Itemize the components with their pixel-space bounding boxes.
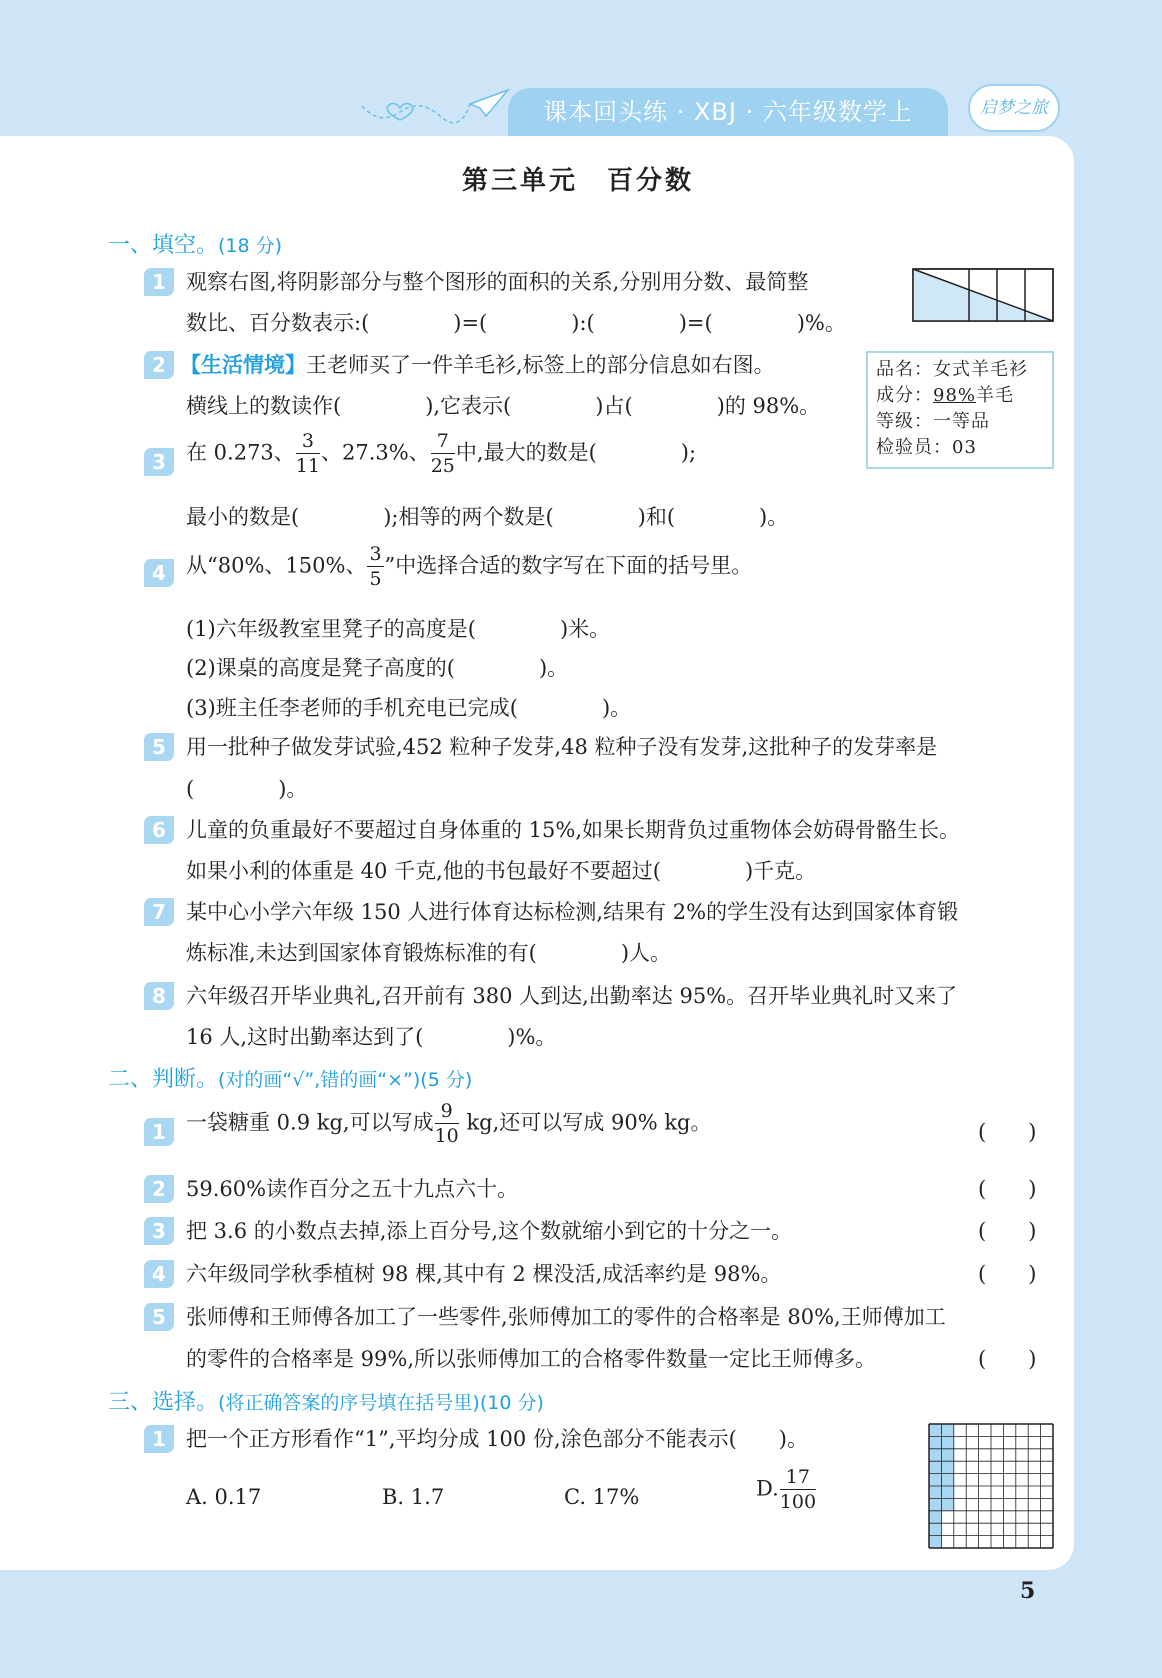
question-number-badge: 7 [144, 898, 174, 926]
sub-question: (1)六年级教室里凳子的高度是( )米。 [186, 617, 611, 641]
shaded-cell [941, 1436, 953, 1448]
section-true-false-heading: 二、判断。(对的画“√”,错的画“×”)(5 分) [108, 1067, 473, 1092]
shaded-rectangle-figure [912, 268, 1054, 322]
question-text: 最小的数是( );相等的两个数是( )和( )。 [186, 505, 789, 529]
section-multiple-choice-heading: 三、选择。(将正确答案的序号填在括号里)(10 分) [108, 1390, 544, 1415]
fraction: $\frac{7}{25}$ [430, 430, 455, 477]
hundred-square-grid-figure [928, 1423, 1054, 1549]
question-number-badge: 4 [144, 1260, 174, 1288]
answer-parentheses[interactable]: ( ) [978, 1347, 1037, 1371]
option-c[interactable]: C. 17% [564, 1485, 640, 1509]
question-text: 观察右图,将阴影部分与整个图形的面积的关系,分别用分数、最简整 [186, 270, 809, 294]
shaded-cell [929, 1461, 941, 1473]
question-text: 【生活情境】王老师买了一件羊毛衫,标签上的部分信息如右图。 [180, 353, 775, 377]
question-text: 把 3.6 的小数点去掉,添上百分号,这个数就缩小到它的十分之一。 [186, 1219, 793, 1243]
page-title: 第三单元 百分数 [462, 166, 695, 196]
question-number-badge: 5 [144, 1303, 174, 1331]
question-number-badge: 4 [144, 559, 174, 587]
question-text: 张师傅和王师傅各加工了一些零件,张师傅加工的零件的合格率是 80%,王师傅加工 [186, 1305, 946, 1329]
shaded-cell [929, 1474, 941, 1486]
sweater-label-card: 品名：女式羊毛衫 成分：98%羊毛 等级：一等品 检验员：03 [866, 351, 1054, 469]
question-text: 在 0.273、 $\frac{3}{11}$ 、27.3%、 $\frac{7}{25}$ 中,最大的数是( ); [186, 430, 697, 477]
answer-parentheses[interactable]: ( ) [978, 1219, 1037, 1243]
question-text: 16 人,这时出勤率达到了( )%。 [186, 1025, 557, 1049]
question-text: 炼标准,未达到国家体育锻炼标准的有( )人。 [186, 941, 672, 965]
question-number-badge: 6 [144, 816, 174, 844]
shaded-cell [941, 1424, 953, 1436]
question-text: 用一批种子做发芽试验,452 粒种子发芽,48 粒种子没有发芽,这批种子的发芽率是 [186, 735, 938, 759]
brand-logo: 启梦之旅 [968, 84, 1060, 132]
sub-question: (3)班主任李老师的手机充电已完成( )。 [186, 696, 632, 720]
option-d[interactable]: D. $\frac{17}{100}$ [756, 1466, 817, 1513]
question-number-badge: 8 [144, 982, 174, 1010]
shaded-cell [929, 1511, 941, 1523]
shaded-cell [929, 1523, 941, 1535]
answer-parentheses[interactable]: ( ) [978, 1120, 1037, 1144]
question-text: 数比、百分数表示:( )=( ):( )=( )%。 [186, 311, 846, 335]
option-a[interactable]: A. 0.17 [186, 1485, 262, 1509]
question-number-badge: 3 [144, 448, 174, 476]
answer-parentheses[interactable]: ( ) [978, 1177, 1037, 1201]
sub-question: (2)课桌的高度是凳子高度的( )。 [186, 656, 569, 680]
fraction: $\frac{3}{11}$ [295, 430, 320, 477]
question-number-badge: 1 [144, 268, 174, 296]
shaded-cell [929, 1424, 941, 1436]
shaded-cell [941, 1449, 953, 1461]
question-number-badge: 5 [144, 733, 174, 761]
shaded-cell [929, 1436, 941, 1448]
question-text: ( )。 [186, 777, 308, 801]
shaded-cell [941, 1474, 953, 1486]
fraction: $\frac{3}{5}$ [369, 543, 382, 590]
shaded-cell [941, 1486, 953, 1498]
book-header-tab: 课本回头练 · XBJ · 六年级数学上 [508, 88, 948, 136]
answer-parentheses[interactable]: ( ) [978, 1262, 1037, 1286]
shaded-cell [929, 1486, 941, 1498]
question-number-badge: 2 [144, 1175, 174, 1203]
question-text: 的零件的合格率是 99%,所以张师傅加工的合格零件数量一定比王师傅多。 [186, 1347, 877, 1371]
shaded-cell [941, 1461, 953, 1473]
question-text: 某中心小学六年级 150 人进行体育达标检测,结果有 2%的学生没有达到国家体育锻 [186, 900, 959, 924]
question-number-badge: 2 [144, 351, 174, 379]
option-b[interactable]: B. 1.7 [382, 1485, 445, 1509]
question-text: 如果小利的体重是 40 千克,他的书包最好不要超过( )千克。 [186, 859, 817, 883]
question-text: 儿童的负重最好不要超过自身体重的 15%,如果长期背负过重物体会妨碍骨骼生长。 [186, 818, 961, 842]
shaded-cell [929, 1498, 941, 1510]
question-text: 横线上的数读作( ),它表示( )占( )的 98%。 [186, 394, 821, 418]
fraction: $\frac{17}{100}$ [779, 1466, 817, 1513]
paper-plane-decoration [360, 86, 510, 136]
question-text: 六年级同学秋季植树 98 棵,其中有 2 棵没活,成活率约是 98%。 [186, 1262, 782, 1286]
page-number: 5 [1020, 1578, 1036, 1604]
question-text: 一袋糖重 0.9 kg,可以写成 $\frac{9}{10}$ kg,还可以写成 90% kg。 [186, 1100, 712, 1147]
question-number-badge: 1 [144, 1118, 174, 1146]
section-fill-blank-heading: 一、填空。(18 分) [108, 233, 283, 258]
fraction: $\frac{9}{10}$ [434, 1100, 459, 1147]
question-number-badge: 3 [144, 1217, 174, 1245]
question-text: 从“80%、150%、 $\frac{3}{5}$ ”中选择合适的数字写在下面的括号里。 [186, 543, 753, 590]
question-text: 六年级召开毕业典礼,召开前有 380 人到达,出勤率达 95%。召开毕业典礼时又来了 [186, 984, 958, 1008]
question-text: 59.60%读作百分之五十九点六十。 [186, 1177, 519, 1201]
shaded-cell [929, 1449, 941, 1461]
question-text: 把一个正方形看作“1”,平均分成 100 份,涂色部分不能表示( )。 [186, 1427, 808, 1451]
shaded-cell [941, 1498, 953, 1510]
question-number-badge: 1 [144, 1425, 174, 1453]
shaded-cell [929, 1536, 941, 1548]
